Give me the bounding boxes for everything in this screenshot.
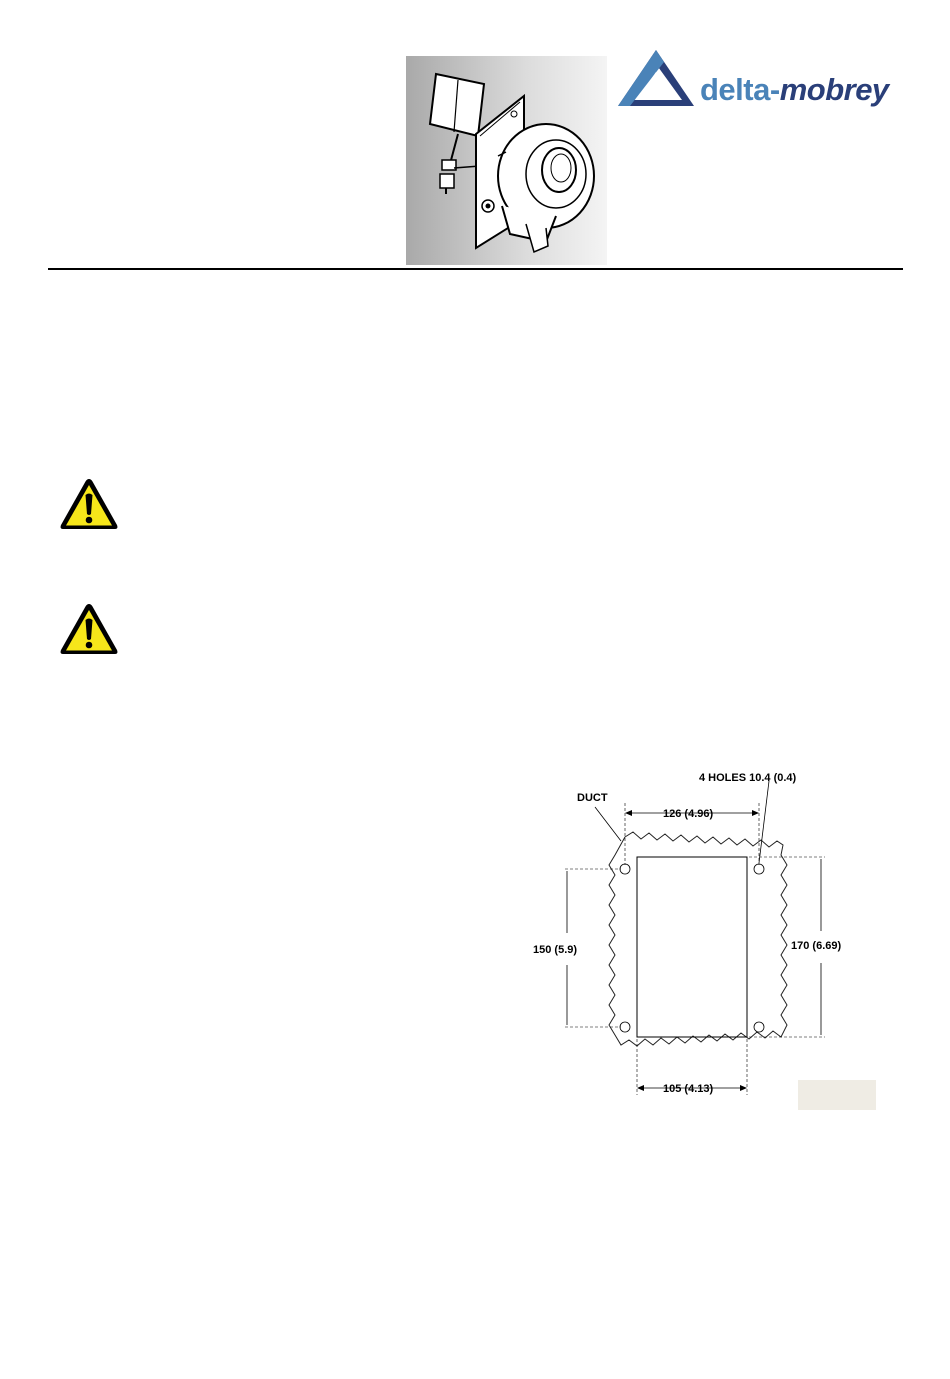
bottom-dimension-label: 105 (4.13) — [663, 1083, 714, 1095]
mounting-diagram — [525, 755, 885, 1115]
delta-mobrey-logo — [616, 48, 916, 112]
top-dimension-label: 126 (4.96) — [663, 808, 714, 820]
header-divider — [48, 268, 903, 270]
right-dimension-label: 170 (6.69) — [791, 940, 842, 952]
warning-triangle-icon — [58, 476, 120, 532]
flow-switch-illustration — [406, 56, 607, 265]
left-dimension-label: 150 (5.9) — [533, 944, 578, 956]
logo-mobrey-text: mobrey — [779, 72, 889, 107]
holes-label: 4 HOLES 10.4 (0.4) — [699, 772, 797, 784]
logo-separator-text: - — [769, 72, 780, 107]
logo-delta-text: delta — [700, 72, 770, 107]
warning-triangle-icon — [58, 601, 120, 657]
product-photo — [406, 56, 607, 265]
logo-wordmark — [700, 74, 889, 105]
duct-label: DUCT — [577, 792, 608, 804]
delta-triangle-logo-icon — [616, 48, 696, 108]
